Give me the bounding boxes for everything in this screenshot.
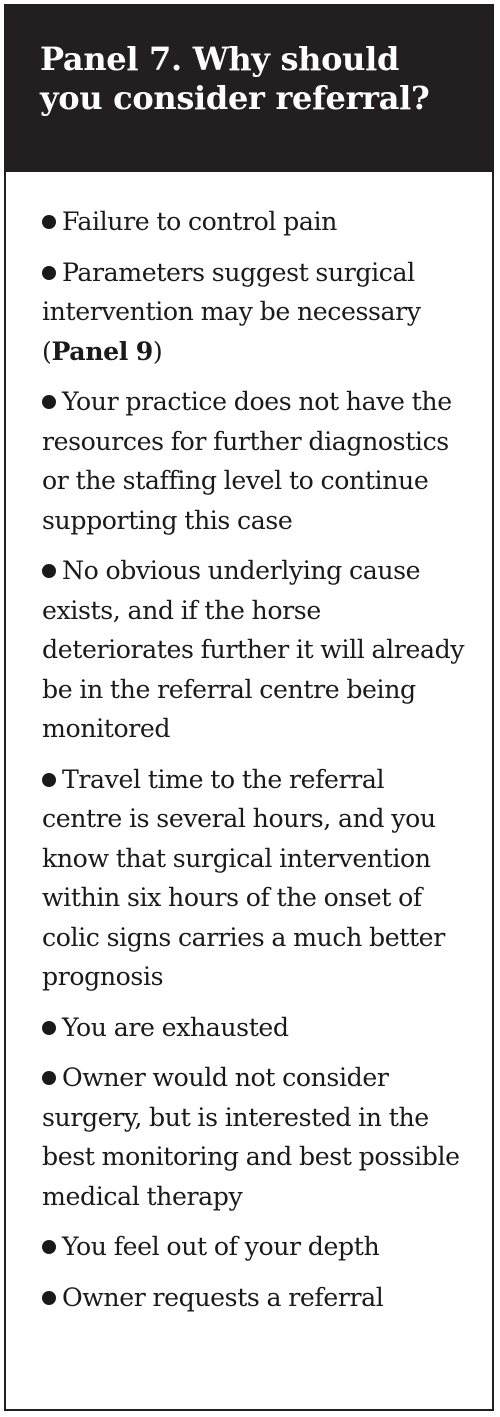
list-item — [42, 1058, 466, 1216]
list-item-text: Failure to control pain — [62, 207, 337, 236]
bullet-icon — [42, 215, 56, 229]
panel-reference: Panel 9 — [51, 335, 153, 366]
bullet-icon — [42, 1240, 56, 1254]
list-item-text: You are exhausted — [62, 1012, 289, 1042]
list-item — [42, 1278, 466, 1318]
panel-title: Panel 7. Why should you consider referral? — [40, 40, 430, 117]
list-item — [42, 253, 466, 372]
reasons-list — [42, 202, 466, 1317]
bullet-icon — [42, 564, 56, 578]
list-item-suffix: ) — [152, 336, 163, 366]
list-item-text: Your practice does not have the resources for further diagnostics or the staffing level to continue supporting this case — [42, 387, 452, 535]
panel-header — [6, 6, 492, 172]
bullet-icon — [42, 1021, 56, 1035]
bullet-icon — [42, 1071, 56, 1085]
list-item-text: No obvious underlying cause exists, and if the horse deteriorates further it will already be in the referral centre being monitored — [42, 556, 465, 743]
list-item — [42, 1227, 466, 1267]
list-item — [42, 382, 466, 540]
list-item-text: Owner would not consider surgery, but is interested in the best monitoring and best possible medical therapy — [42, 1063, 460, 1211]
referral-panel — [4, 4, 494, 1411]
bullet-icon — [42, 266, 56, 280]
list-item-text: You feel out of your depth — [62, 1232, 380, 1261]
bullet-icon — [42, 1291, 56, 1305]
list-item — [42, 551, 466, 749]
list-item — [42, 1008, 466, 1048]
bullet-icon — [42, 395, 56, 409]
list-item-text: Owner requests a referral — [62, 1282, 384, 1312]
list-item-text: Travel time to the referral centre is several hours, and you know that surgical intervention within six hours of the onset of colic signs carries a much better prognosis — [42, 764, 445, 991]
bullet-icon — [42, 773, 56, 787]
list-item-text: Parameters suggest surgical intervention may be necessary ( — [42, 257, 421, 366]
panel-body — [6, 172, 492, 1317]
list-item — [42, 202, 466, 242]
list-item — [42, 760, 466, 997]
